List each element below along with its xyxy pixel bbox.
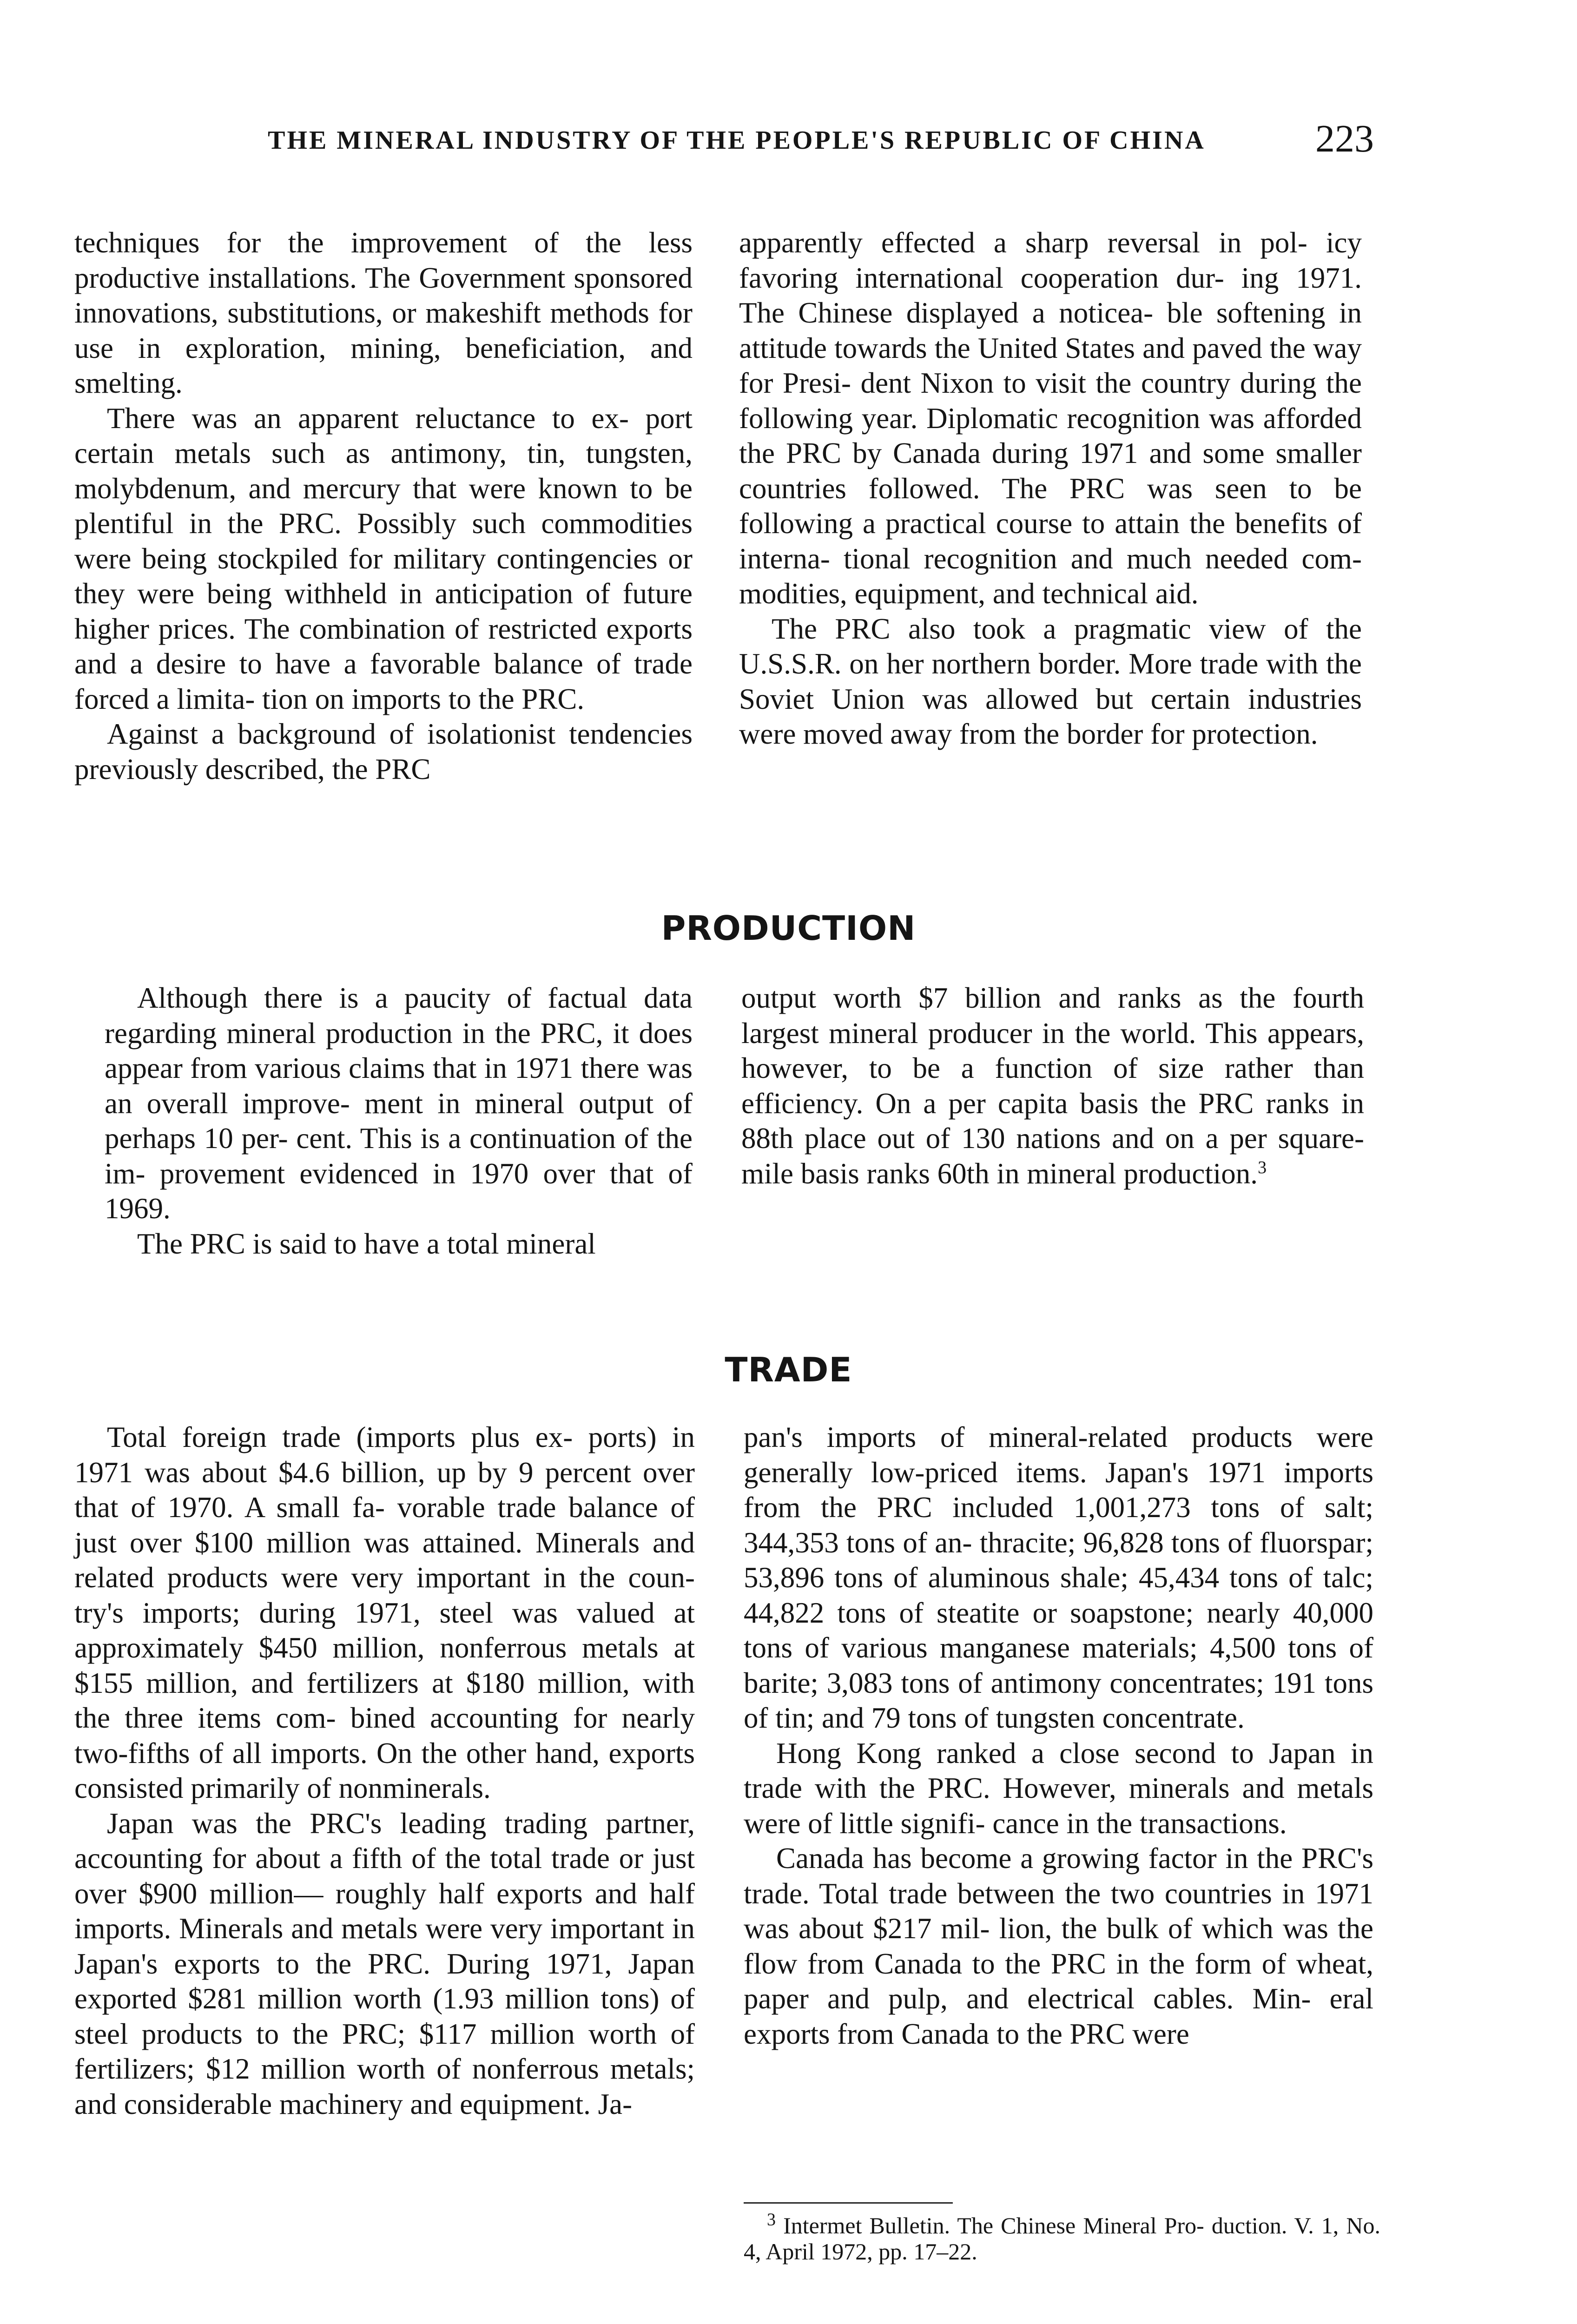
intro-right-column	[739, 225, 1362, 752]
running-head: THE MINERAL INDUSTRY OF THE PEOPLE'S REPUBLIC OF CHINA	[268, 126, 1206, 155]
paragraph: There was an apparent reluctance to ex- port certain metals such as antimony, tin, tungsten, molybdenum, and mercury that were known to be plentiful in the PRC. Possibly such commodities were being stockpiled for military contingencies or they were being withheld in anticipation of future higher prices. The combination of restricted exports and a desire to have a favorable balance of trade forced a limita- tion on imports to the PRC.	[74, 402, 693, 715]
paragraph	[741, 981, 1364, 1191]
trade-left-column	[74, 1420, 695, 2122]
trade-right-column	[744, 1420, 1373, 2052]
paragraph: Canada has become a growing factor in the PRC's trade. Total trade between the two countries in 1971 was about $217 mil- lion, the bulk of which was the flow from Canada to the PRC in the form of wheat, paper and pulp, and electrical cables. Min- eral exports from Canada to the PRC were	[744, 1842, 1373, 2050]
footnote-reference[interactable]: 3	[1258, 1157, 1267, 1177]
footnote	[744, 2212, 1380, 2265]
paragraph: techniques for the improvement of the less productive installations. The Government sponsored innovations, substitutions, or makeshift methods for use in exploration, mining, beneficiation, and smelting.	[74, 226, 693, 399]
production-heading: PRODUCTION	[661, 909, 916, 948]
footnote-rule	[744, 2202, 953, 2204]
paragraph: Total foreign trade (imports plus ex- ports) in 1971 was about $4.6 billion, up by 9 percent over that of 1970. A small fa- vorable trade balance of just over $100 million was attained. Minerals and related products were very important in the coun- try's imports; during 1971, steel was valued at approximately $450 million, nonferrous metals at $155 million, and fertilizers at $180 million, with the three items com- bined accounting for nearly two-fifths of all imports. On the other hand, exports consisted primarily of nonminerals.	[74, 1421, 695, 1804]
paragraph: Japan was the PRC's leading trading partner, accounting for about a fifth of the total trade or just over $900 million— roughly half exports and half imports. Minerals and metals were very important in Japan's exports to the PRC. During 1971, Japan exported $281 million worth (1.93 million tons) of steel products to the PRC; $117 million worth of fertilizers; $12 million worth of nonferrous metals; and considerable machinery and equipment. Ja-	[74, 1807, 695, 2120]
paragraph: Although there is a paucity of factual data regarding mineral production in the PRC, it does appear from various claims that in 1971 there was an overall improve- ment in mineral output of perhaps 10 per- cent. This is a continuation of the im- provement evidenced in 1970 over that of 1969.	[105, 982, 693, 1225]
paragraph: The PRC is said to have a total mineral	[137, 1227, 596, 1260]
production-left-column	[105, 981, 693, 1261]
footnote-text: Intermet Bulletin. The Chinese Mineral Pro- duction. V. 1, No. 4, April 1972, pp. 17–22.	[744, 2212, 1380, 2265]
paragraph-text: output worth $7 billion and ranks as the fourth largest mineral producer in the world. This appears, however, to be a function of size rather than efficiency. On a per capita basis the PRC ranks in 88th place out of 130 nations and on a per square-mile basis ranks 60th in mineral production.	[741, 982, 1364, 1190]
intro-left-column	[74, 225, 693, 787]
page-number: 223	[1315, 117, 1374, 160]
footnote-mark: 3	[767, 2210, 776, 2230]
production-right-column	[741, 981, 1364, 1191]
paragraph: The PRC also took a pragmatic view of the U.S.S.R. on her northern border. More trade with the Soviet Union was allowed but certain industries were moved away from the border for protection.	[739, 612, 1362, 750]
paragraph: apparently effected a sharp reversal in pol- icy favoring international cooperation dur- ing 1971. The Chinese displayed a noticea- ble softening in attitude towards the United States and paved the way for Presi- dent Nixon to visit the country during the following year. Diplomatic recognition was afforded the PRC by Canada during 1971 and some smaller countries followed. The PRC was seen to be following a practical course to attain the benefits of interna- tional recognition and much needed com- modities, equipment, and technical aid.	[739, 226, 1362, 610]
paragraph: Hong Kong ranked a close second to Japan in trade with the PRC. However, minerals and metals were of little signifi- cance in the transactions.	[744, 1736, 1373, 1840]
paragraph: pan's imports of mineral-related products were generally low-priced items. Japan's 1971 imports from the PRC included 1,001,273 tons of salt; 344,353 tons of an- thracite; 96,828 tons of fluorspar; 53,896 tons of aluminous shale; 45,434 tons of talc; 44,822 tons of steatite or soapstone; nearly 40,000 tons of various manganese materials; 4,500 tons of barite; 3,083 tons of antimony concentrates; 191 tons of tin; and 79 tons of tungsten concentrate.	[744, 1421, 1373, 1734]
trade-heading: TRADE	[725, 1350, 852, 1389]
paragraph: Against a background of isolationist tendencies previously described, the PRC	[74, 718, 693, 786]
